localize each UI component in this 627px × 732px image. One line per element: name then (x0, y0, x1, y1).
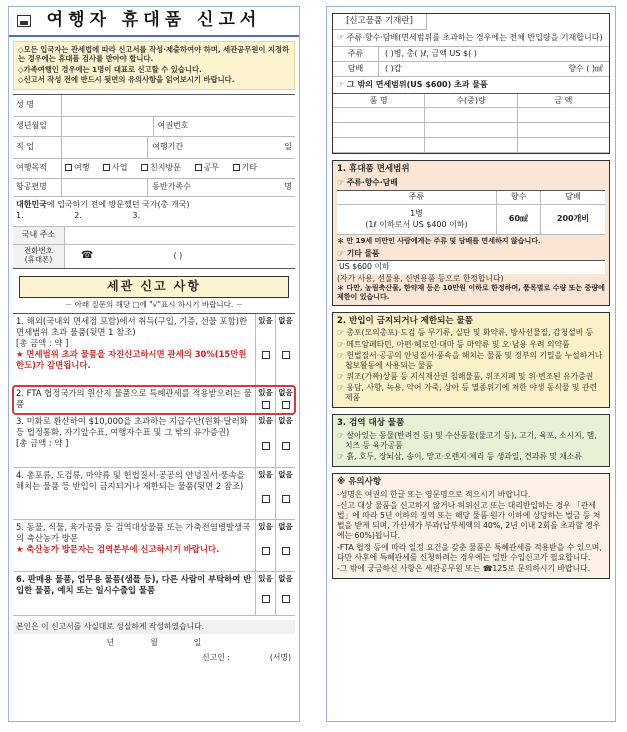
phone-icon: ☎ (81, 249, 94, 261)
period-unit: 일 (284, 142, 293, 152)
yes-checkbox[interactable] (262, 401, 270, 409)
declaration-footer (13, 620, 295, 663)
notice-line: ◇가족여행인 경우에는 1명이 대표로 신고할 수 있습니다. (18, 64, 202, 74)
name-row[interactable] (13, 95, 295, 117)
form-title: 여행자 휴대품 신고서 (46, 10, 262, 31)
customs-item-6: 6. 판매용 물품, 업무용 물품(샘플 등), 다른 사람이 부탁하여 반입한 물품, 예치 또는 일시수출입 물품 있음 없음 (13, 572, 295, 616)
goods-entry-title: [신고물품 기재란] (333, 14, 427, 30)
address-row (13, 227, 295, 245)
visited-countries[interactable] (13, 197, 295, 227)
purpose-option[interactable]: 공무 (192, 163, 223, 172)
signature-line[interactable]: 신고인 : (서명) (202, 653, 291, 663)
companions-unit: 명 (284, 182, 293, 192)
phone-label: 전화번호 (휴대폰) (13, 245, 65, 268)
period-label: 여행기간 (147, 137, 199, 158)
flight-companions-row (13, 179, 295, 197)
goods-table-row[interactable] (333, 123, 609, 138)
passport-label: 여권번호 (153, 117, 205, 136)
yes-checkbox[interactable] (262, 495, 270, 503)
traveler-info (13, 94, 295, 269)
no-checkbox[interactable] (282, 495, 290, 503)
goods-table-row[interactable] (333, 108, 609, 123)
customs-item-4: 4. 총포류, 도검류, 마약류 및 헌법질서·공공의 안녕질서·풍속을 해치는 물품 등 반입이 금지되거나 제한되는 물품(뒷면 2 참조) 있음 없음 (13, 468, 295, 520)
date-line[interactable]: 년 월 일 (106, 637, 202, 647)
purpose-options (62, 163, 295, 173)
other-goods-heading: ☞ 그 밖의 면세범위(US $600) 초과 물품 (333, 76, 609, 93)
yes-checkbox[interactable] (262, 595, 270, 603)
yes-checkbox[interactable] (262, 351, 270, 359)
customs-item-3: 3. 미화로 환산하여 $10,000을 초과하는 지급수단(원화·달러화 등 법정통화, 자기앞수표, 여행자수표 및 그 밖의 유가증권) [총 금액 : 약 ] 있음 없음 (13, 414, 295, 468)
goods-entry-section (332, 13, 610, 154)
phone-field[interactable]: ( ) (173, 251, 183, 261)
purpose-label: 여행목적 (16, 163, 47, 173)
no-checkbox[interactable] (282, 547, 290, 555)
goods-table-row[interactable] (333, 138, 609, 153)
notice-line: ◇모든 입국자는 관세법에 따라 신고서를 작성·제출하여야 하며, 세관공무원이 지정하는 경우에는 휴대품 검사를 받아야 합니다. (18, 45, 290, 64)
yes-checkbox[interactable] (262, 442, 270, 450)
job-period-row (13, 137, 295, 159)
quarantine-items: 3. 검역 대상 물품 ☞ 살아있는 동물(반려견 등) 및 수산동물(물고기 등), 고기, 육포, 소시지, 햄, 치즈 등 육가공품 ☞ 흙, 호두, 장뇌삼, 송이, 망고·오렌지·체리 등 생과일, 견과류 및 채소류 (332, 414, 610, 467)
customs-item-5: 5. 동물, 식물, 육가공품 등 검역대상물품 또는 가축전염병발생국의 축산농가 방문 ★ 축산농가 방문자는 검역본부에 신고하시기 바랍니다. 있음 없음 (13, 520, 295, 572)
tobacco-perfume-row[interactable]: 담배 ( )갑 향수 ( )㎖ (333, 61, 609, 76)
no-checkbox[interactable] (282, 401, 290, 409)
birth-label: 생년월일 (16, 121, 47, 131)
form-title-bar (9, 7, 299, 37)
declaration-statement: 본인은 이 신고서를 사실대로 성실하게 작성하였습니다. (13, 620, 295, 634)
duty-free-allowance: 1. 휴대품 면세범위 ☞ 주류·향수·담배 주류 향수 담배 1병 (1ℓ 이하로서 US $400 이하) 60㎖ 200개비 ＊ 만 19세 미만인 사람에게는 주류 및 담배를 면세하지 않습니다. ☞ 기타 물품 US $600 이하 (자가 사용, 선물용, 신변용품 등으로 한정합니다) ＊ 다만, 농림축산물, 한약재 등은 10만원 이하로 한정하며, 품목별로 수량 또는 중량에 제한이 있습니다. (332, 160, 610, 305)
goods-table-header: 품 명 수(중)량 금 액 (333, 93, 609, 108)
picture-icon (17, 15, 31, 27)
flight-label: 항공편명 (16, 182, 47, 192)
countries-prefix: 대한민국 (16, 199, 47, 209)
prohibited-items: 2. 반입이 금지되거나 제한되는 물품 ☞ 총포(모의총포)·도검 등 무기류, 실탄 및 화약류, 방사선물질, 감청설비 등 ☞ 메트암페타민, 아편·헤로인·대마 등 마약류 및 오·남용 우려 의약품 ☞ 헌법질서·공공의 안녕질서·풍속을 해치는 물품 및 정부의 기밀을 누설하거나 첩보활동에 사용되는 물품 ☞ 위조(가짜)상품 등 지식재산권 침해물품, 위조지폐 및 위·변조된 유가증권 ☞ 웅담, 사향, 녹용, 악어 가죽, 상아 등 멸종위기에 처한 야생 동식물 및 관련 제품 (332, 312, 610, 409)
declaration-form-front (8, 6, 300, 722)
address-label: 국내 주소 (13, 227, 65, 244)
country-num: 2. (74, 210, 82, 220)
customs-item-1: 1. 해외(국내외 면세점 포함)에서 취득(구입, 기증, 선물 포함)한 면세범위 초과 물품(뒷면 1 참조) [총 금액 : 약 ] ★ 면세범위 초과 물품을 자진신고하시면 관세의 30%(15만원 한도)가 감면됩니다. 있음 없음 (13, 314, 295, 386)
declaration-form-back (326, 6, 616, 722)
customs-item-2-fta: 2. FTA 협정국가의 원산지 물품으로 특혜관세를 적용받으려는 물품 있음 없음 (13, 386, 295, 414)
goods-entry-note: ☞ 주류·향수·담배(면세범위를 초과하는 경우에는 전체 반입량을 기재합니다) (337, 32, 603, 42)
yes-checkbox[interactable] (262, 547, 270, 555)
notice-line: ◇신고서 작성 전에 반드시 뒷면의 유의사항을 읽어보시기 바랍니다. (18, 75, 235, 85)
companions-label: 동반가족수 (147, 179, 199, 196)
notice-box (13, 41, 295, 90)
liquor-row[interactable]: 주류 ( )병, 총( )ℓ, 금액 US $( ) (333, 46, 609, 61)
purpose-option[interactable]: 친지방문 (138, 163, 185, 172)
customs-subtitle: － 아래 질문의 해당 □에 "√"표시 하시기 바랍니다. － (64, 299, 244, 309)
countries-text: 에 입국하기 전에 방문했던 국가(총 개국) (46, 199, 190, 209)
phone-row (13, 245, 295, 269)
purpose-row (13, 159, 295, 179)
purpose-option[interactable]: 기타 (230, 163, 261, 172)
no-checkbox[interactable] (282, 351, 290, 359)
precautions: ※ 유의사항 -성명은 여권의 한글 또는 영문명으로 적으시기 바랍니다. -신고 대상 물품을 신고하지 않거나 허위신고 또는 대리반입하는 경우 「관세법」에 따라 5년 이하의 징역 또는 해당 물품 원가 이하에 상당하는 벌금 등 처벌을 받게 되며, 가산세가 부과(납부세액의 40%, 2년 이내 2회를 초과할 경우에는 60%)됩니다. -FTA 협정 등에 따라 일정 요건을 갖춘 물품은 특혜관세를 적용받을 수 있으며, 다만 사후에 특혜관세를 신청하려는 경우에는 일반 수입신고가 필요합니다. -그 밖에 궁금하신 사항은 세관공무원 또는 ☎125로 문의하시기 바랍니다. (332, 473, 610, 579)
no-checkbox[interactable] (282, 595, 290, 603)
country-num: 3. (132, 210, 141, 220)
purpose-option[interactable]: 여행 (62, 163, 93, 172)
customs-title: 세관 신고 사항 (19, 276, 289, 298)
customs-items (13, 313, 295, 616)
job-label: 직 업 (16, 142, 34, 152)
purpose-option[interactable]: 사업 (100, 163, 131, 172)
no-checkbox[interactable] (282, 442, 290, 450)
country-num: 1. (16, 210, 24, 220)
allowance-table: 주류 향수 담배 1병 (1ℓ 이하로서 US $400 이하) 60㎖ 200개비 (337, 190, 605, 235)
birth-passport-row (13, 117, 295, 137)
name-label: 성 명 (16, 100, 34, 110)
